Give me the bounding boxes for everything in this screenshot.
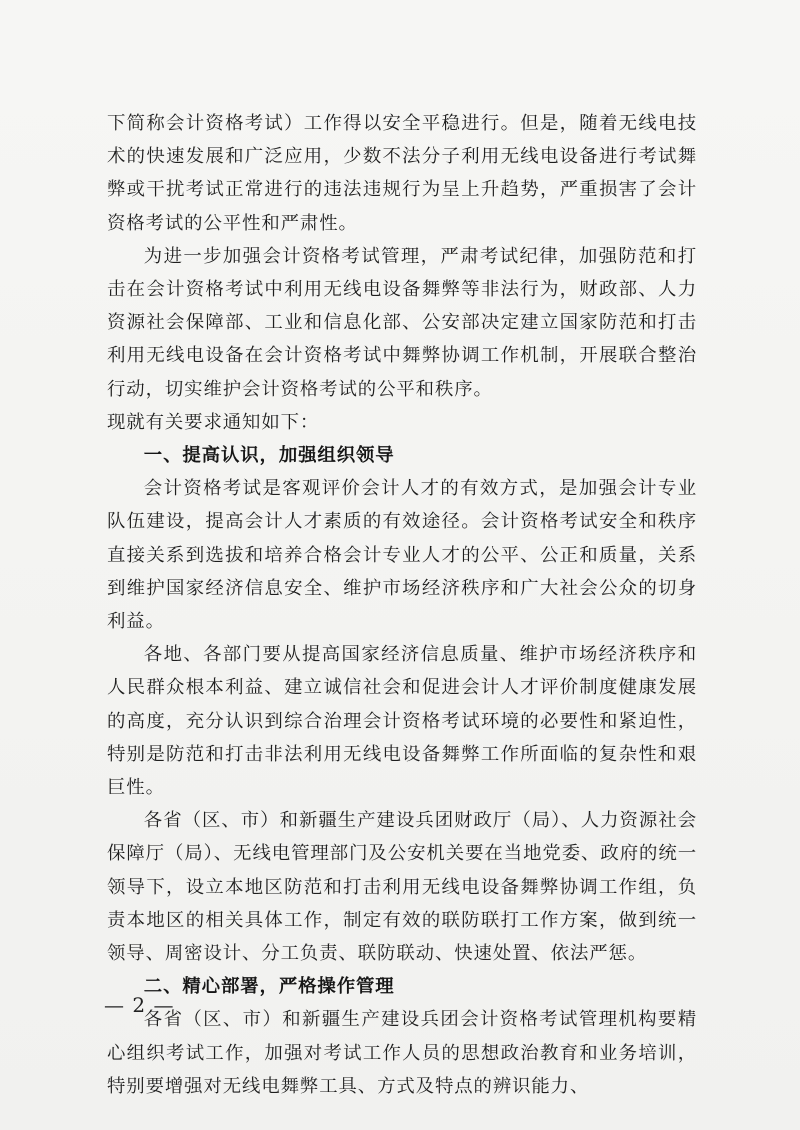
paragraph-section1-awareness: 各地、各部门要从提高国家经济信息质量、维护市场经济秩序和人民群众根本利益、建立诚信社会和促进会计人才评价制度健康发展的高度，充分认识到综合治理会计资格考试环境的必要性和紧迫性，特别是防范和打击非法利用无线电设备舞弊工作所面临的复杂性和艰巨性。 <box>107 644 697 799</box>
page-number: — 2 — <box>104 993 175 1017</box>
document-body <box>107 107 697 1103</box>
paragraph-purpose: 为进一步加强会计资格考试管理，严肃考试纪律，加强防范和打击在会计资格考试中利用无线电设备舞弊等非法行为，财政部、人力资源社会保障部、工业和信息化部、公安部决定建立国家防范和打击利用无线电设备在会计资格考试中舞弊协调工作机制，开展联合整治行动，切实维护会计资格考试的公平和秩序。 <box>107 245 697 400</box>
paragraph-section1-importance: 会计资格考试是客观评价会计人才的有效方式，是加强会计专业队伍建设，提高会计人才素质的有效途径。会计资格考试安全和秩序直接关系到选拔和培养合格会计专业人才的公平、公正和质量，关系到维护国家经济信息安全、维护市场经济秩序和广大社会公众的切身利益。 <box>107 478 697 633</box>
paragraph-notice-lead: 现就有关要求通知如下： <box>107 411 320 433</box>
paragraph-section2-training: 各省（区、市）和新疆生产建设兵团会计资格考试管理机构要精心组织考试工作，加强对考试工作人员的思想政治教育和业务培训，特别要增强对无线电舞弊工具、方式及特点的辨识能力、 <box>107 1009 697 1097</box>
section-heading-2: 二、精心部署，严格操作管理 <box>143 976 395 998</box>
section-heading-1: 一、提高认识，加强组织领导 <box>143 445 395 467</box>
paragraph-section1-organization: 各省（区、市）和新疆生产建设兵团财政厅（局）、人力资源社会保障厅（局）、无线电管理部门及公安机关要在当地党委、政府的统一领导下，设立本地区防范和打击利用无线电设备舞弊协调工作组，负责本地区的相关具体工作，制定有效的联防联打工作方案，做到统一领导、周密设计、分工负责、联防联动、快速处置、依法严惩。 <box>107 810 697 965</box>
paragraph-intro-continuation: 下简称会计资格考试）工作得以安全平稳进行。但是，随着无线电技术的快速发展和广泛应用，少数不法分子利用无线电设备进行考试舞弊或干扰考试正常进行的违法违规行为呈上升趋势，严重损害了会计资格考试的公平性和严肃性。 <box>107 113 697 234</box>
